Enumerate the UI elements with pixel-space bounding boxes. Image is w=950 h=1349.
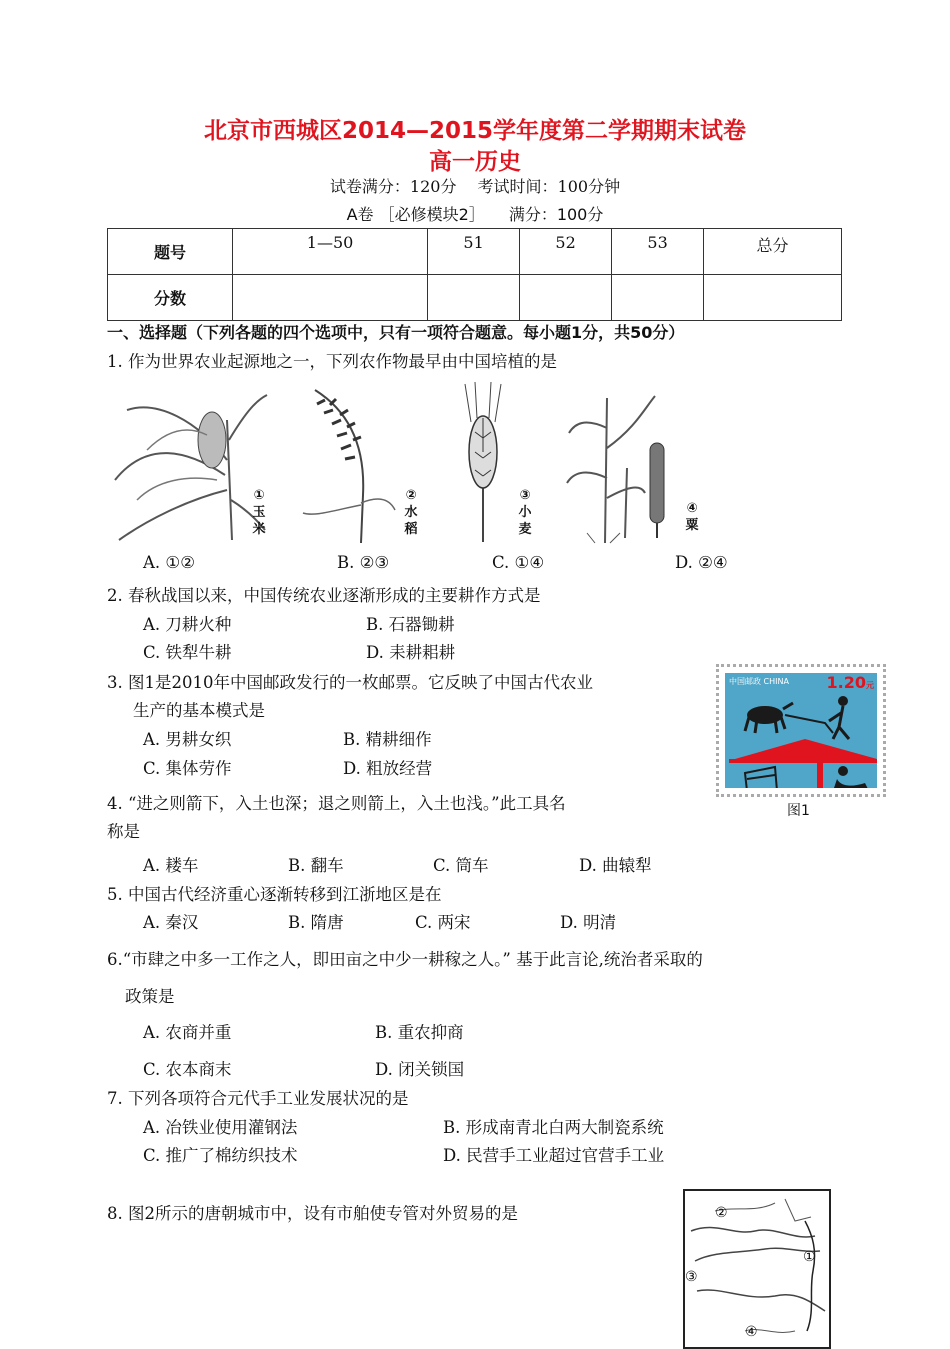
q7-option-d[interactable]: D. 民营手工业超过官营手工业 (443, 1146, 665, 1165)
q6-option-d[interactable]: D. 闭关锁国 (375, 1060, 465, 1079)
q2-option-c[interactable]: C. 铁犁牛耕 (143, 643, 232, 662)
score-input-cell (233, 275, 428, 321)
crop-label-wheat (516, 487, 534, 538)
score-table-cell: 52 (520, 229, 612, 275)
map-marker-3: ③ (685, 1269, 698, 1285)
q5-option-b[interactable]: B. 隋唐 (288, 913, 344, 932)
crop-label-corn (250, 487, 268, 538)
q7-option-c[interactable]: C. 推广了棉纺织技术 (143, 1146, 298, 1165)
crop-label-text: ② 水 稻 (404, 488, 418, 537)
score-table-score-row (108, 275, 842, 321)
q1-option-d[interactable]: D. ②④ (675, 553, 728, 572)
q1-option-b[interactable]: B. ②③ (337, 553, 390, 572)
question-6-stem: 6.“市肆之中多一工作之人，即田亩之中少一耕稼之人。” 基于此言论,统治者采取的 (107, 950, 703, 969)
figure-1-caption: 图1 (787, 803, 810, 819)
question-2-stem: 2. 春秋战国以来，中国传统农业逐渐形成的主要耕作方式是 (107, 586, 541, 605)
q5-option-d[interactable]: D. 明清 (560, 913, 617, 932)
q4-option-a[interactable]: A. 耧车 (143, 856, 199, 875)
q6-option-a[interactable]: A. 农商并重 (143, 1023, 232, 1042)
q3-option-d[interactable]: D. 粗放经营 (343, 759, 433, 778)
wheat-illustration (455, 382, 510, 547)
crop-label-rice (402, 487, 420, 538)
question-3-stem: 3. 图1是2010年中国邮政发行的一枚邮票。它反映了中国古代农业 (107, 673, 593, 692)
stamp-figure-1 (716, 664, 886, 797)
tang-city-map (683, 1189, 831, 1349)
q3-option-a[interactable]: A. 男耕女织 (143, 730, 232, 749)
map-marker-1: ① (803, 1249, 816, 1265)
exam-subject: 高一历史 (429, 149, 521, 175)
q5-option-c[interactable]: C. 两宋 (415, 913, 471, 932)
corn-illustration (107, 380, 272, 548)
score-input-cell (704, 275, 842, 321)
crop-label-millet (683, 500, 701, 534)
crop-label-text: ① 玉 米 (252, 488, 266, 537)
question-3-stem-cont: 生产的基本模式是 (133, 701, 265, 720)
q3-option-b[interactable]: B. 精耕细作 (343, 730, 432, 749)
q7-option-b[interactable]: B. 形成南青北白两大制瓷系统 (443, 1118, 664, 1137)
q6-option-c[interactable]: C. 农本商末 (143, 1060, 232, 1079)
score-input-cell (612, 275, 704, 321)
question-4-stem: 4. “进之则箭下，入土也深；退之则箭上，入土也浅。”此工具名 (107, 794, 566, 813)
q2-option-a[interactable]: A. 刀耕火种 (143, 615, 232, 634)
score-table-cell: 题号 (108, 229, 233, 275)
stamp-farming-scene (725, 687, 877, 788)
stamp-image (725, 673, 877, 788)
map-drawing (685, 1191, 831, 1349)
stamp-header: 中国邮政 CHINA (729, 677, 789, 686)
section-heading: 一、选择题（下列各题的四个选项中，只有一项符合题意。每小题1分，共50分） (107, 323, 685, 342)
q1-option-a[interactable]: A. ①② (143, 553, 195, 572)
q7-option-a[interactable]: A. 冶铁业使用灌钢法 (143, 1118, 298, 1137)
score-table-cell: 1—50 (233, 229, 428, 275)
question-5-stem: 5. 中国古代经济重心逐渐转移到江浙地区是在 (107, 885, 442, 904)
q4-option-c[interactable]: C. 筒车 (433, 856, 489, 875)
score-table-cell: 分数 (108, 275, 233, 321)
q1-option-c[interactable]: C. ①④ (492, 553, 545, 572)
stamp-value-text: 1.20 (826, 673, 866, 692)
exam-info: 试卷满分：120分 考试时间：100分钟 (329, 177, 621, 196)
q4-option-d[interactable]: D. 曲辕犁 (579, 856, 652, 875)
stamp-value-unit: 元 (866, 681, 874, 690)
crop-label-text: ④ 粟 (685, 501, 699, 533)
q4-option-b[interactable]: B. 翻车 (288, 856, 344, 875)
score-table-cell: 53 (612, 229, 704, 275)
question-7-stem: 7. 下列各项符合元代手工业发展状况的是 (107, 1089, 409, 1108)
score-input-cell (520, 275, 612, 321)
crop-label-text: ③ 小 麦 (518, 488, 532, 537)
question-1-stem: 1. 作为世界农业起源地之一，下列农作物最早由中国培植的是 (107, 352, 557, 371)
question-6-stem-cont: 政策是 (125, 987, 175, 1006)
q3-option-c[interactable]: C. 集体劳作 (143, 759, 232, 778)
q2-option-d[interactable]: D. 耒耕耜耕 (366, 643, 456, 662)
score-table-cell: 总分 (704, 229, 842, 275)
q6-option-b[interactable]: B. 重农抑商 (375, 1023, 464, 1042)
q2-option-b[interactable]: B. 石器锄耕 (366, 615, 455, 634)
question-4-stem-cont: 称是 (107, 822, 140, 841)
question-8-stem: 8. 图2所示的唐朝城市中，设有市舶使专管对外贸易的是 (107, 1204, 518, 1223)
score-table-cell: 51 (428, 229, 520, 275)
score-table (107, 228, 842, 321)
exam-title: 北京市西城区2014—2015学年度第二学期期末试卷 (203, 118, 747, 144)
q5-option-a[interactable]: A. 秦汉 (143, 913, 199, 932)
rice-illustration (295, 385, 400, 545)
section-info: A卷 ［必修模块2］ 满分：100分 (346, 205, 604, 224)
map-marker-2: ② (715, 1205, 728, 1221)
score-input-cell (428, 275, 520, 321)
map-marker-4: ④ (745, 1324, 758, 1340)
score-table-header-row (108, 229, 842, 275)
